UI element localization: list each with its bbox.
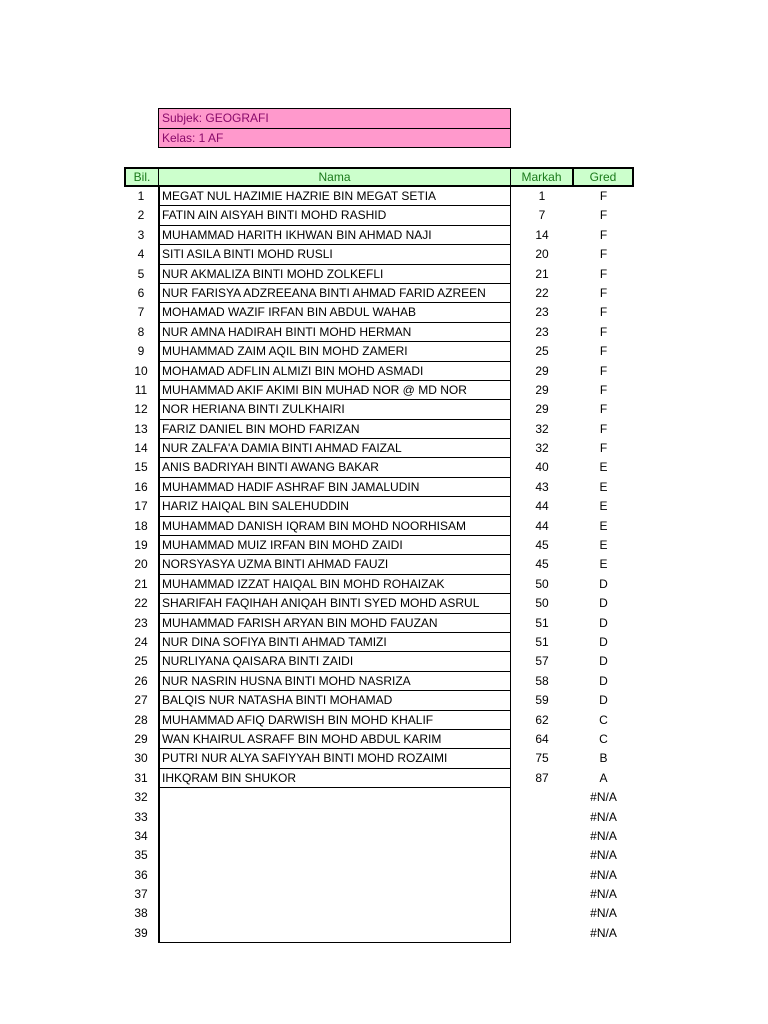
cell-gred[interactable]: B (599, 751, 608, 766)
cell-nama[interactable]: HARIZ HAIQAL BIN SALEHUDDIN (160, 497, 511, 516)
table-row (124, 420, 634, 439)
cell-gred[interactable]: E (599, 557, 608, 572)
cell-gred[interactable]: D (599, 576, 608, 591)
cell-bil[interactable]: 24 (124, 633, 160, 652)
cell-nama[interactable]: ANIS BADRIYAH BINTI AWANG BAKAR (160, 458, 511, 477)
cell-gred[interactable]: E (599, 538, 608, 553)
cell-nama[interactable]: NURLIYANA QAISARA BINTI ZAIDI (160, 652, 511, 671)
cell-gred[interactable]: F (599, 285, 608, 300)
cell-nama[interactable]: IHKQRAM BIN SHUKOR (160, 769, 511, 788)
table-row (124, 245, 634, 264)
table-row (124, 555, 634, 574)
table-row (124, 749, 634, 768)
cell-markah[interactable]: 21 (535, 266, 549, 281)
cell-bil[interactable]: 21 (124, 575, 160, 594)
cell-markah[interactable]: 50 (535, 596, 549, 611)
cell-bil[interactable]: 25 (124, 652, 160, 671)
cell-nama[interactable]: BALQIS NUR NATASHA BINTI MOHAMAD (160, 691, 511, 710)
cell-gred[interactable]: F (599, 421, 608, 436)
cell-gred[interactable]: F (599, 227, 608, 242)
cell-nama[interactable] (160, 885, 511, 904)
cell-nama[interactable]: NORSYASYA UZMA BINTI AHMAD FAUZI (160, 555, 511, 574)
cell-nama[interactable]: NUR DINA SOFIYA BINTI AHMAD TAMIZI (160, 633, 511, 652)
cell-markah[interactable]: 75 (535, 751, 549, 766)
cell-gred[interactable]: C (599, 712, 608, 727)
cell-nama[interactable] (160, 924, 511, 943)
cell-bil[interactable]: 22 (124, 594, 160, 613)
cell-bil[interactable]: 1 (124, 187, 160, 206)
cell-nama[interactable]: MUHAMMAD AKIF AKIMI BIN MUHAD NOR @ MD NOR (160, 381, 511, 400)
cell-bil[interactable]: 6 (124, 284, 160, 303)
cell-nama[interactable] (160, 788, 511, 807)
cell-gred[interactable]: E (599, 460, 608, 475)
cell-gred[interactable]: #N/A (590, 867, 617, 882)
cell-bil[interactable]: 36 (124, 866, 160, 885)
cell-gred[interactable]: F (599, 441, 608, 456)
cell-markah[interactable]: 1 (538, 189, 546, 203)
cell-gred[interactable]: D (599, 615, 608, 630)
cell-nama[interactable] (160, 846, 511, 865)
cell-markah[interactable]: 40 (535, 460, 549, 475)
cell-gred[interactable]: #N/A (590, 809, 617, 824)
table-row (124, 769, 634, 788)
table-row (124, 381, 634, 400)
cell-nama[interactable]: FARIZ DANIEL BIN MOHD FARIZAN (160, 420, 511, 439)
cell-nama[interactable]: SHARIFAH FAQIHAH ANIQAH BINTI SYED MOHD ASRUL (160, 594, 511, 613)
cell-gred[interactable]: E (599, 518, 608, 533)
cell-gred[interactable]: A (599, 770, 608, 785)
table-row (124, 226, 634, 245)
cell-gred[interactable]: C (599, 731, 608, 746)
cell-markah[interactable] (511, 924, 573, 943)
header-nama[interactable]: Nama (158, 167, 511, 187)
cell-gred[interactable]: F (599, 189, 608, 203)
table-row (124, 517, 634, 536)
table-header (124, 167, 634, 187)
table-row (124, 633, 634, 652)
cell-bil[interactable]: 14 (124, 439, 160, 458)
cell-markah[interactable]: 51 (535, 615, 549, 630)
cell-gred[interactable]: #N/A (590, 906, 617, 921)
table-row (124, 652, 634, 671)
cell-bil[interactable]: 23 (124, 614, 160, 633)
cell-markah[interactable] (511, 827, 573, 846)
cell-markah[interactable] (511, 904, 573, 923)
cell-nama[interactable] (160, 866, 511, 885)
cell-gred[interactable]: F (599, 363, 608, 378)
cell-gred[interactable]: D (599, 693, 608, 708)
cell-bil[interactable]: 38 (124, 904, 160, 923)
cell-gred[interactable]: #N/A (590, 828, 617, 843)
cell-nama[interactable]: MUHAMMAD IZZAT HAIQAL BIN MOHD ROHAIZAK (160, 575, 511, 594)
cell-bil[interactable]: 8 (124, 323, 160, 342)
table-row (124, 458, 634, 477)
cell-gred[interactable]: E (599, 499, 608, 514)
cell-markah[interactable] (511, 885, 573, 904)
cell-nama[interactable] (160, 827, 511, 846)
header-bil[interactable]: Bil. (124, 167, 160, 187)
cell-markah[interactable]: 23 (535, 305, 549, 320)
cell-nama[interactable]: MUHAMMAD HADIF ASHRAF BIN JAMALUDIN (160, 478, 511, 497)
cell-markah[interactable]: 22 (535, 285, 549, 300)
cell-markah[interactable]: 45 (535, 557, 549, 572)
table-body (124, 187, 634, 943)
table-row (124, 187, 634, 206)
cell-markah[interactable]: 44 (535, 499, 549, 514)
cell-gred[interactable]: D (599, 654, 608, 669)
table-row (124, 885, 634, 904)
cell-gred[interactable]: F (599, 208, 608, 223)
cell-bil[interactable]: 34 (124, 827, 160, 846)
cell-gred[interactable]: F (599, 247, 608, 262)
cell-bil[interactable]: 20 (124, 555, 160, 574)
cell-markah[interactable]: 29 (535, 363, 549, 378)
table-row (124, 439, 634, 458)
cell-markah[interactable] (511, 788, 573, 807)
cell-gred[interactable]: D (599, 634, 608, 649)
cell-bil[interactable]: 28 (124, 711, 160, 730)
table-row (124, 323, 634, 342)
table-row (124, 904, 634, 923)
cell-markah[interactable] (511, 808, 573, 827)
table-row (124, 614, 634, 633)
cell-bil[interactable]: 11 (124, 381, 160, 400)
cell-gred[interactable]: F (599, 324, 608, 339)
subject-label[interactable]: Subjek: GEOGRAFI (159, 109, 510, 128)
cell-gred[interactable]: F (599, 305, 608, 320)
cell-nama[interactable]: MUHAMMAD MUIZ IRFAN BIN MOHD ZAIDI (160, 536, 511, 555)
table-row (124, 594, 634, 613)
cell-bil[interactable]: 12 (124, 400, 160, 419)
cell-nama[interactable]: NUR AKMALIZA BINTI MOHD ZOLKEFLI (160, 265, 511, 284)
table-row (124, 342, 634, 361)
cell-markah[interactable]: 45 (535, 538, 549, 553)
cell-markah[interactable]: 51 (535, 634, 549, 649)
cell-bil[interactable]: 10 (124, 362, 160, 381)
cell-nama[interactable]: MOHAMAD ADFLIN ALMIZI BIN MOHD ASMADI (160, 362, 511, 381)
table-row (124, 827, 634, 846)
cell-nama[interactable]: MUHAMMAD AFIQ DARWISH BIN MOHD KHALIF (160, 711, 511, 730)
cell-markah[interactable]: 29 (535, 382, 549, 397)
cell-gred[interactable]: F (599, 382, 608, 397)
cell-bil[interactable]: 33 (124, 808, 160, 827)
cell-nama[interactable]: SITI ASILA BINTI MOHD RUSLI (160, 245, 511, 264)
cell-markah[interactable]: 43 (535, 479, 549, 494)
cell-nama[interactable]: NUR AMNA HADIRAH BINTI MOHD HERMAN (160, 323, 511, 342)
cell-bil[interactable]: 9 (124, 342, 160, 361)
class-label[interactable]: Kelas: 1 AF (159, 128, 510, 147)
cell-nama[interactable]: WAN KHAIRUL ASRAFF BIN MOHD ABDUL KARIM (160, 730, 511, 749)
cell-markah[interactable]: 7 (538, 208, 546, 223)
cell-bil[interactable]: 27 (124, 691, 160, 710)
cell-markah[interactable]: 29 (535, 402, 549, 417)
table-row (124, 730, 634, 749)
table-row (124, 788, 634, 807)
cell-gred[interactable]: #N/A (590, 925, 617, 940)
cell-gred[interactable]: F (599, 344, 608, 359)
table-row (124, 497, 634, 516)
header-markah[interactable]: Markah (510, 167, 573, 187)
cell-bil[interactable]: 18 (124, 517, 160, 536)
cell-markah[interactable]: 32 (535, 421, 549, 436)
cell-bil[interactable]: 30 (124, 749, 160, 768)
marks-table (124, 167, 634, 943)
cell-markah[interactable]: 14 (535, 227, 549, 242)
cell-bil[interactable]: 5 (124, 265, 160, 284)
cell-nama[interactable]: NUR NASRIN HUSNA BINTI MOHD NASRIZA (160, 672, 511, 691)
cell-bil[interactable]: 15 (124, 458, 160, 477)
cell-nama[interactable]: PUTRI NUR ALYA SAFIYYAH BINTI MOHD ROZAIMI (160, 749, 511, 768)
cell-bil[interactable]: 26 (124, 672, 160, 691)
cell-bil[interactable]: 13 (124, 420, 160, 439)
cell-markah[interactable]: 32 (535, 441, 549, 456)
table-row (124, 362, 634, 381)
cell-markah[interactable] (511, 846, 573, 865)
cell-bil[interactable]: 37 (124, 885, 160, 904)
cell-nama[interactable]: MUHAMMAD ZAIM AQIL BIN MOHD ZAMERI (160, 342, 511, 361)
cell-bil[interactable]: 4 (124, 245, 160, 264)
cell-nama[interactable] (160, 808, 511, 827)
table-row (124, 284, 634, 303)
cell-gred[interactable]: #N/A (590, 887, 617, 902)
cell-bil[interactable]: 2 (124, 206, 160, 225)
cell-bil[interactable]: 32 (124, 788, 160, 807)
cell-markah[interactable]: 58 (535, 673, 549, 688)
cell-nama[interactable]: MOHAMAD WAZIF IRFAN BIN ABDUL WAHAB (160, 303, 511, 322)
cell-bil[interactable]: 17 (124, 497, 160, 516)
cell-nama[interactable]: NUR ZALFA'A DAMIA BINTI AHMAD FAIZAL (160, 439, 511, 458)
cell-nama[interactable]: NUR FARISYA ADZREEANA BINTI AHMAD FARID AZREEN (160, 284, 511, 303)
cell-markah[interactable]: 59 (535, 693, 549, 708)
table-row (124, 866, 634, 885)
cell-bil[interactable]: 29 (124, 730, 160, 749)
table-row (124, 691, 634, 710)
cell-bil[interactable]: 3 (124, 226, 160, 245)
cell-gred[interactable]: D (599, 673, 608, 688)
cell-markah[interactable]: 20 (535, 247, 549, 262)
table-row (124, 206, 634, 225)
cell-bil[interactable]: 16 (124, 478, 160, 497)
cell-gred[interactable]: F (599, 266, 608, 281)
table-row (124, 575, 634, 594)
cell-markah[interactable]: 50 (535, 576, 549, 591)
table-row (124, 808, 634, 827)
table-row (124, 672, 634, 691)
cell-nama[interactable] (160, 904, 511, 923)
cell-bil[interactable]: 19 (124, 536, 160, 555)
cell-gred[interactable]: F (599, 402, 608, 417)
cell-markah[interactable]: 62 (535, 712, 549, 727)
cell-markah[interactable]: 44 (535, 518, 549, 533)
table-row (124, 400, 634, 419)
cell-markah[interactable]: 64 (535, 731, 549, 746)
table-row (124, 478, 634, 497)
cell-bil[interactable]: 39 (124, 924, 160, 943)
cell-nama[interactable]: MEGAT NUL HAZIMIE HAZRIE BIN MEGAT SETIA (160, 187, 511, 206)
table-row (124, 536, 634, 555)
cell-nama[interactable]: MUHAMMAD DANISH IQRAM BIN MOHD NOORHISAM (160, 517, 511, 536)
table-row (124, 846, 634, 865)
header-gred[interactable]: Gred (572, 167, 634, 187)
cell-nama[interactable]: MUHAMMAD FARISH ARYAN BIN MOHD FAUZAN (160, 614, 511, 633)
table-row (124, 711, 634, 730)
info-box (158, 108, 511, 148)
table-row (124, 924, 634, 943)
cell-gred[interactable]: #N/A (590, 790, 617, 805)
cell-bil[interactable]: 7 (124, 303, 160, 322)
cell-markah[interactable]: 23 (535, 324, 549, 339)
cell-gred[interactable]: #N/A (590, 848, 617, 863)
table-row (124, 265, 634, 284)
cell-nama[interactable]: MUHAMMAD HARITH IKHWAN BIN AHMAD NAJI (160, 226, 511, 245)
cell-bil[interactable]: 31 (124, 769, 160, 788)
cell-markah[interactable]: 25 (535, 344, 549, 359)
table-row (124, 303, 634, 322)
cell-markah[interactable]: 57 (535, 654, 549, 669)
cell-nama[interactable]: NOR HERIANA BINTI ZULKHAIRI (160, 400, 511, 419)
cell-gred[interactable]: E (599, 479, 608, 494)
cell-bil[interactable]: 35 (124, 846, 160, 865)
cell-gred[interactable]: D (599, 596, 608, 611)
cell-markah[interactable]: 87 (535, 770, 549, 785)
cell-markah[interactable] (511, 866, 573, 885)
cell-nama[interactable]: FATIN AIN AISYAH BINTI MOHD RASHID (160, 206, 511, 225)
